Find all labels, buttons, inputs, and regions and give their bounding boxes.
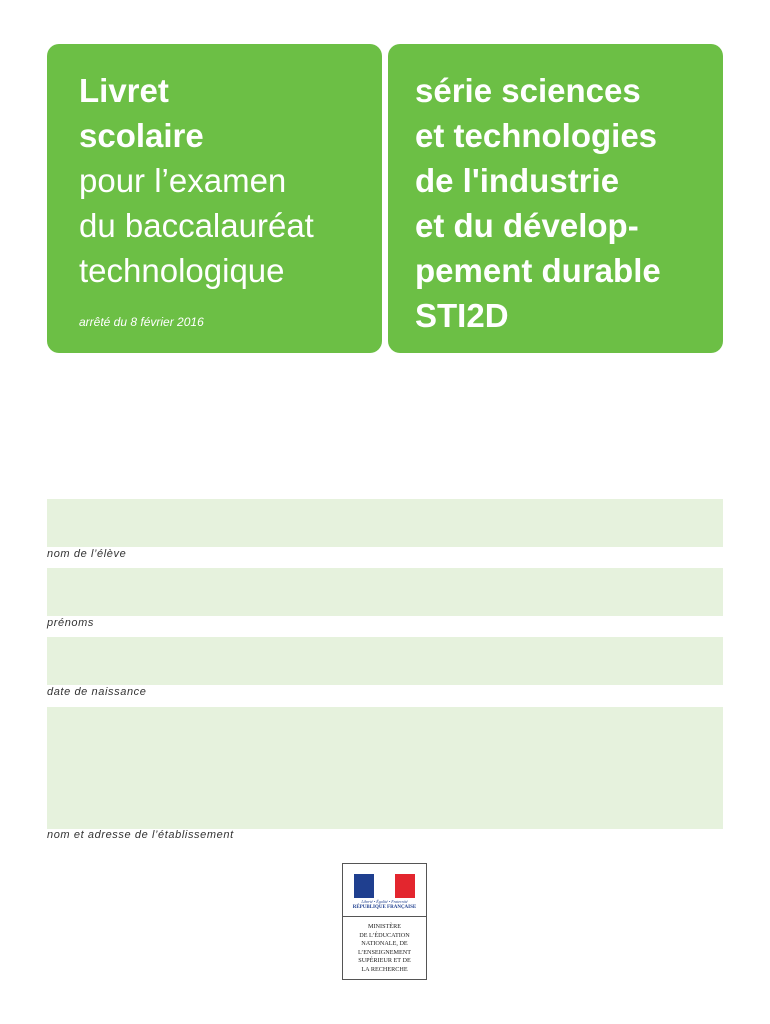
ministry-line: LA RECHERCHE (361, 965, 408, 973)
series-line-3: de l'industrie (415, 162, 620, 199)
birth-date-label: date de naissance (47, 686, 147, 698)
school-address-field[interactable] (47, 707, 723, 829)
student-name-field[interactable] (47, 499, 723, 547)
republic-motto: Liberté • Égalité • Fraternité (361, 899, 408, 904)
ministry-logo (342, 863, 427, 980)
ministry-line: L’ENSEIGNEMENT (357, 948, 412, 956)
subtitle-line-2: du baccalauréat (79, 207, 314, 244)
title-livret: Livret (79, 72, 169, 109)
decree-date: arrêté du 8 février 2016 (79, 315, 204, 329)
subtitle-line-3: technologique (79, 252, 285, 289)
series-line-1: série sciences (415, 72, 641, 109)
first-names-label: prénoms (47, 617, 94, 629)
series-code: STI2D (415, 297, 509, 334)
ministry-line: MINISTÈRE (368, 923, 401, 930)
birth-date-field[interactable] (47, 637, 723, 685)
series-line-2: et technologies (415, 117, 658, 154)
ministry-name (345, 923, 424, 975)
french-flag-icon (354, 874, 415, 898)
series-card (388, 44, 723, 353)
title-scolaire: scolaire (79, 117, 204, 154)
school-address-label: nom et adresse de l’établissement (47, 829, 234, 841)
student-name-label: nom de l’élève (47, 548, 127, 560)
series-line-4: et du dévelop- (415, 207, 639, 244)
logo-divider (343, 916, 426, 917)
first-names-field[interactable] (47, 568, 723, 616)
ministry-line: NATIONALE, DE (361, 940, 408, 948)
series-line-5: pement durable (415, 252, 661, 289)
ministry-line: DE L’ÉDUCATION (359, 931, 410, 939)
republic-name: RÉPUBLIQUE FRANÇAISE (352, 905, 417, 910)
subtitle-line-1: pour l’examen (79, 162, 287, 199)
title-card (47, 44, 382, 353)
ministry-line: SUPÉRIEUR ET DE (358, 957, 411, 965)
